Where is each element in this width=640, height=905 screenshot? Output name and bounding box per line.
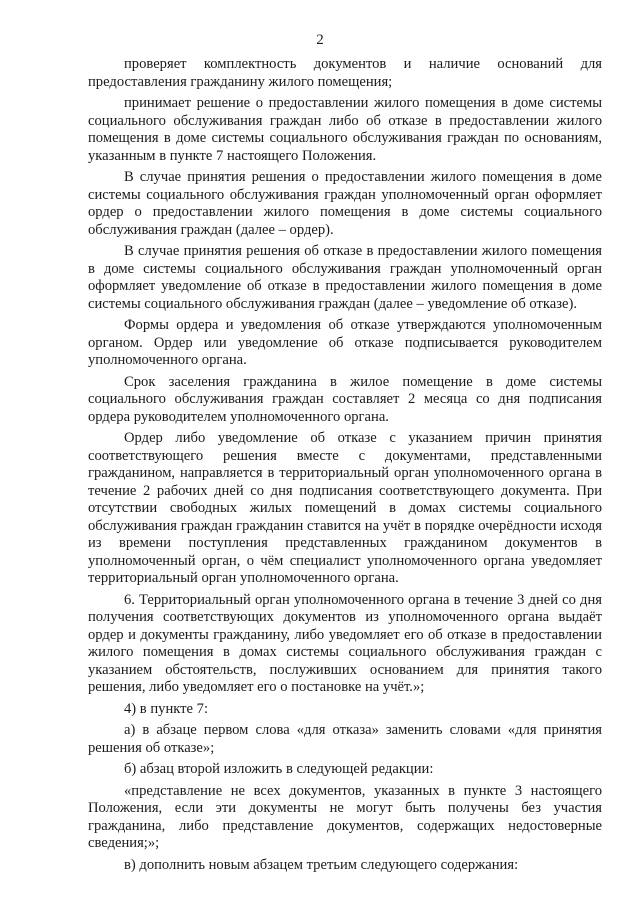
paragraph-quote: «представление не всех документов, указанных в пункте 3 настоящего Положения, если эти документы не могут быть получены без участия гражданина, либо представление документов, содержащих недостоверные сведения;»; [88,782,602,851]
paragraph-subitem-v: в) дополнить новым абзацем третьим следующего содержания: [124,856,519,873]
paragraph-decision: принимает решение о предоставлении жилого помещения в доме системы социального обслуживания граждан либо об отказе в предоставлении жилого помещения в доме системы социального обслуживания граждан по основаниям, указанным в пункте 7 настоящего Положения. [88,95,602,164]
paragraph-forms-approval: Формы ордера и уведомления об отказе утверждаются уполномоченным органом. Ордер или уведомление об отказе подписывается руководителем уполномоченного органа. [88,317,602,368]
paragraph-refusal-notice: В случае принятия решения об отказе в предоставлении жилого помещения в доме системы социального обслуживания граждан уполномоченный орган оформляет уведомление об отказе в предоставлении жилого помещения в доме системы социального обслуживания граждан (далее – уведомление об отказе). [88,243,602,312]
paragraph-check-documents: проверяет комплектность документов и наличие оснований для предоставления гражданину жилого помещения; [88,56,602,90]
paragraph-subitem-a: а) в абзаце первом слова «для отказа» заменить словами «для принятия решения об отказе»; [88,722,602,756]
paragraph-item-6: 6. Территориальный орган уполномоченного органа в течение 3 дней со дня получения соответствующих документов из уполномоченного органа выдаёт ордер и документы гражданину, либо уведомляет его об отказе в предоставлении жилого помещения в домах системы социального обслуживания граждан с указанием обстоятельств, послуживших основанием для принятия такого решения, либо уведомляет его о постановке на учёт.»; [88,591,602,695]
paragraph-order-issue: В случае принятия решения о предоставлении жилого помещения в доме системы социального обслуживания граждан уполномоченный орган оформляет ордер о предоставлении жилого помещения в доме системы социального обслуживания граждан (далее – ордер). [88,169,602,238]
paragraph-item-4: 4) в пункте 7: [124,700,209,717]
document-body [88,56,602,878]
paragraph-settlement-term: Срок заселения гражданина в жилое помещение в доме системы социального обслуживания граждан составляет 2 месяца со дня подписания ордера руководителем уполномоченного органа. [88,373,602,425]
paragraph-order-transfer: Ордер либо уведомление об отказе с указанием причин принятия соответствующего решения вместе с документами, представленными гражданином, направляется в территориальный орган уполномоченного органа в течение 2 рабочих дней со дня подписания соответствующего документа. При отсутствии свободных жилых помещений в домах системы социального обслуживания граждан гражданин ставится на учёт в порядке очерёдности исходя из времени поступления представленных гражданином документов в уполномоченный орган, о чём специалист уполномоченного органа уведомляет территориальный орган уполномоченного органа. [88,430,602,586]
paragraph-subitem-b: б) абзац второй изложить в следующей редакции: [124,761,434,777]
page-number: 2 [316,32,324,48]
